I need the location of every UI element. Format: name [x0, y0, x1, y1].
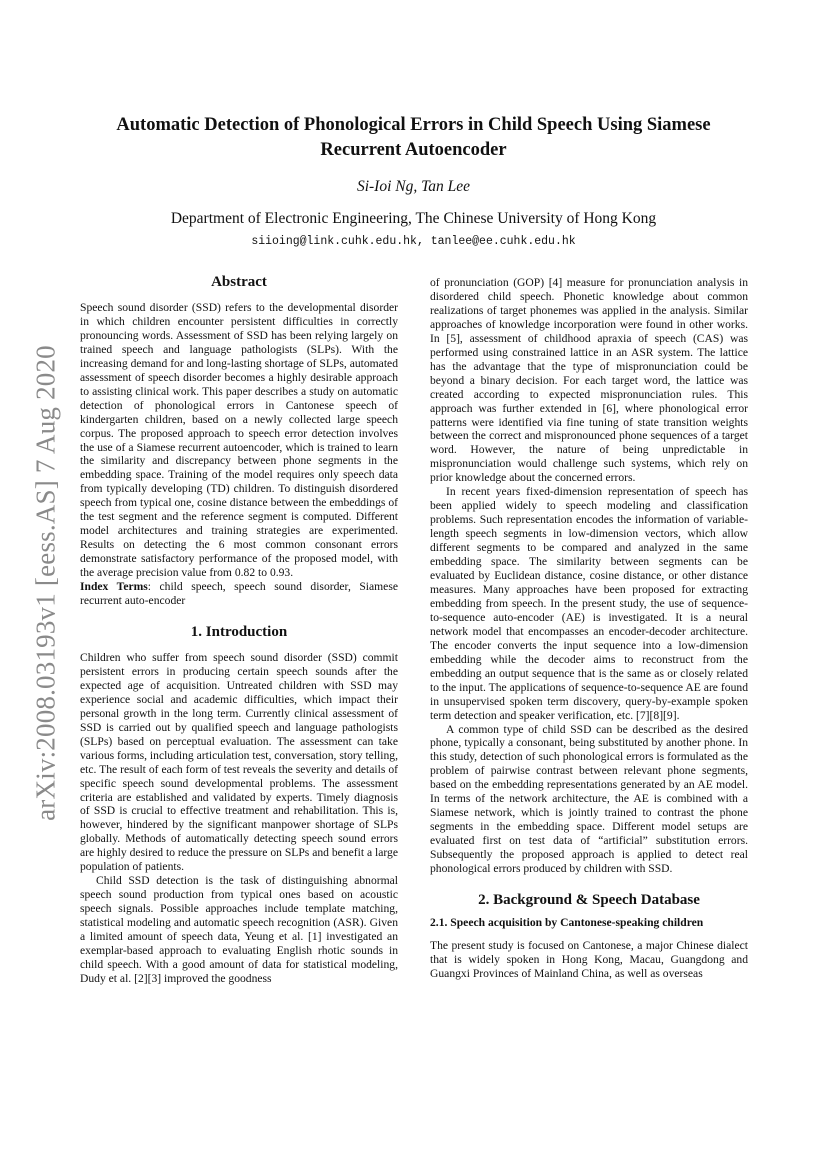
authors: Si-Ioi Ng, Tan Lee [356, 178, 471, 195]
intro-heading: 1. Introduction [190, 623, 288, 640]
abstract-heading: Abstract [211, 274, 267, 290]
background-paragraph-1: The present study is focused on Cantonese, a major Chinese dialect that is widely spoken in Hong Kong, Macau, Guangdong and Guangxi Provinces of Mainland China, as well as overseas [430, 938, 748, 980]
intro-paragraph-3: of pronunciation (GOP) [4] measure for pronunciation analysis in disordered child speech. Phonetic knowledge about common realizations of target phonemes was applied in the analysis. Similar approaches of knowledge incorporation were found in other works. In [5], assessment of childhood apraxia of speech (CAS) was performed using constrained lattice in an ASR system. The lattice has the advantage that the type of mispronunciation could be beyond a binary decision. For each target word, the lattice was created according to expected mispronunciation rules. This approach was further extended in [6], where phonological error patterns were identified via fine tuning of state transition weights between the correct and mispronounced phone sequences of a target word. However, the nature of being unpredictable in mispronunciation would challenge such systems, which rely on prior knowledge about the concerned errors. [430, 276, 748, 485]
author-emails: siioing@link.cuhk.edu.hk, tanlee@ee.cuhk.edu.hk [251, 235, 576, 248]
right-column [430, 276, 748, 981]
index-terms [80, 580, 398, 608]
arxiv-side-label: arXiv:2008.03193v1 [eess.AS] 7 Aug 2020 [30, 345, 61, 821]
intro-paragraph-1: Children who suffer from speech sound disorder (SSD) commit persistent errors in producing certain speech sounds after the expected age of acquisition. Untreated children with SSD may experience social and academic difficulties, which impact their personal growth in the long term. Currently clinical assessment of SSD is carried out by qualified speech and language pathologists (SLPs) based on perceptual evaluation. The assessment can take various forms, including articulation test, conversation, story telling, etc. The result of each form of test reveals the severity and details of specific speech sound developmental problems. The assessment criteria are established and validated by experts. Timely diagnosis of SSD is crucial to effective treatment and rehabilitation. This is, however, hindered by the significant manpower shortage of SLPs globally. Methods of automatically detecting speech sound errors are highly desired to reduce the pressure on SLPs and benefit a large population of patients. [80, 650, 398, 874]
background-subheading: 2.1. Speech acquisition by Cantonese-speaking children [430, 915, 704, 929]
intro-paragraph-5: A common type of child SSD can be described as the desired phone, typically a consonant, being substituted by another phone. In this study, detection of such phonological errors is formulated as the problem of pairwise contrast between relevant phone segments, based on the embedding representations generated by an AE model. In terms of the network architecture, the AE is combined with a Siamese network, which is jointly trained to contrast the phone segments in the embedding space. Different model setups are evaluated first on test data of “artificial” substitution errors. Subsequently the proposed approach is applied to detect real phonological errors produced by children with SSD. [430, 722, 748, 876]
left-column [80, 272, 398, 986]
abstract-text: Speech sound disorder (SSD) refers to the developmental disorder in which children encounter persistent difficulties in correctly pronouncing words. Assessment of SSD has been relying largely on trained speech and language pathologists (SLPs). With the increasing demand for and long-lasting shortage of SLPs, automated assessment of speech disorder becomes a highly desirable approach to assisting clinical work. This paper describes a study on automatic detection of phonological errors in Cantonese speech of kindergarten children, based on a newly collected large speech corpus. The proposed approach to speech error detection involves the use of a Siamese recurrent autoencoder, which is trained to learn the similarity and discrepancy between phone segments in the embedding space. Training of the model requires only speech data from typically developing (TD) children. To distinguish disordered speech from typical one, cosine distance between the embeddings of the test segment and the reference segment is computed. Different model architectures and training strategies are experimented. Results on detecting the 6 most common consonant errors demonstrate satisfactory performance of the proposed model, with the average precision value from 0.82 to 0.93. [80, 301, 398, 580]
paper-title: Automatic Detection of Phonological Errors in Child Speech Using Siamese Recurrent Autoencoder [116, 115, 711, 160]
intro-paragraph-2: Child SSD detection is the task of distinguishing abnormal speech sound production from typical ones based on acoustic speech signals. Possible approaches include template matching, statistical modeling and automatic speech recognition (ASR). Given a limited amount of speech data, Yeung et al. [1] investigated an exemplar-based approach to evaluating English rhotic sounds in child speech. With a good amount of data for statistical modeling, Dudy et al. [2][3] improved the goodness [80, 874, 398, 985]
index-terms-label: Index Terms [80, 580, 148, 594]
index-terms-text: : child speech, speech sound disorder, Siamese recurrent auto-encoder [80, 580, 398, 608]
intro-paragraph-4: In recent years fixed-dimension representation of speech has been applied widely to speech modeling and classification problems. Such representation encodes the information of variable-length speech segments in low-dimension vectors, which allow different segments to be compared and analyzed in the same embedding space. The similarity between segments can be evaluated by Euclidean distance, cosine distance, or other distance measures. Many approaches have been proposed for extracting embedding from speech. In the present study, the use of sequence-to-sequence auto-encoder (AE) is investigated. It is a neural network model that encompasses an encoder-decoder architecture. The encoder converts the input sequence into a low-dimension embedding while the decoder aims to reconstruct from the embedding an output sequence that is the same as or closely related to the input. The applications of sequence-to-sequence AE are found in unsupervised spoken term discovery, query-by-example spoken term detection and speaker verification, etc. [7][8][9]. [430, 485, 748, 722]
background-heading: 2. Background & Speech Database [478, 891, 700, 908]
affiliation: Department of Electronic Engineering, The Chinese University of Hong Kong [170, 210, 657, 227]
